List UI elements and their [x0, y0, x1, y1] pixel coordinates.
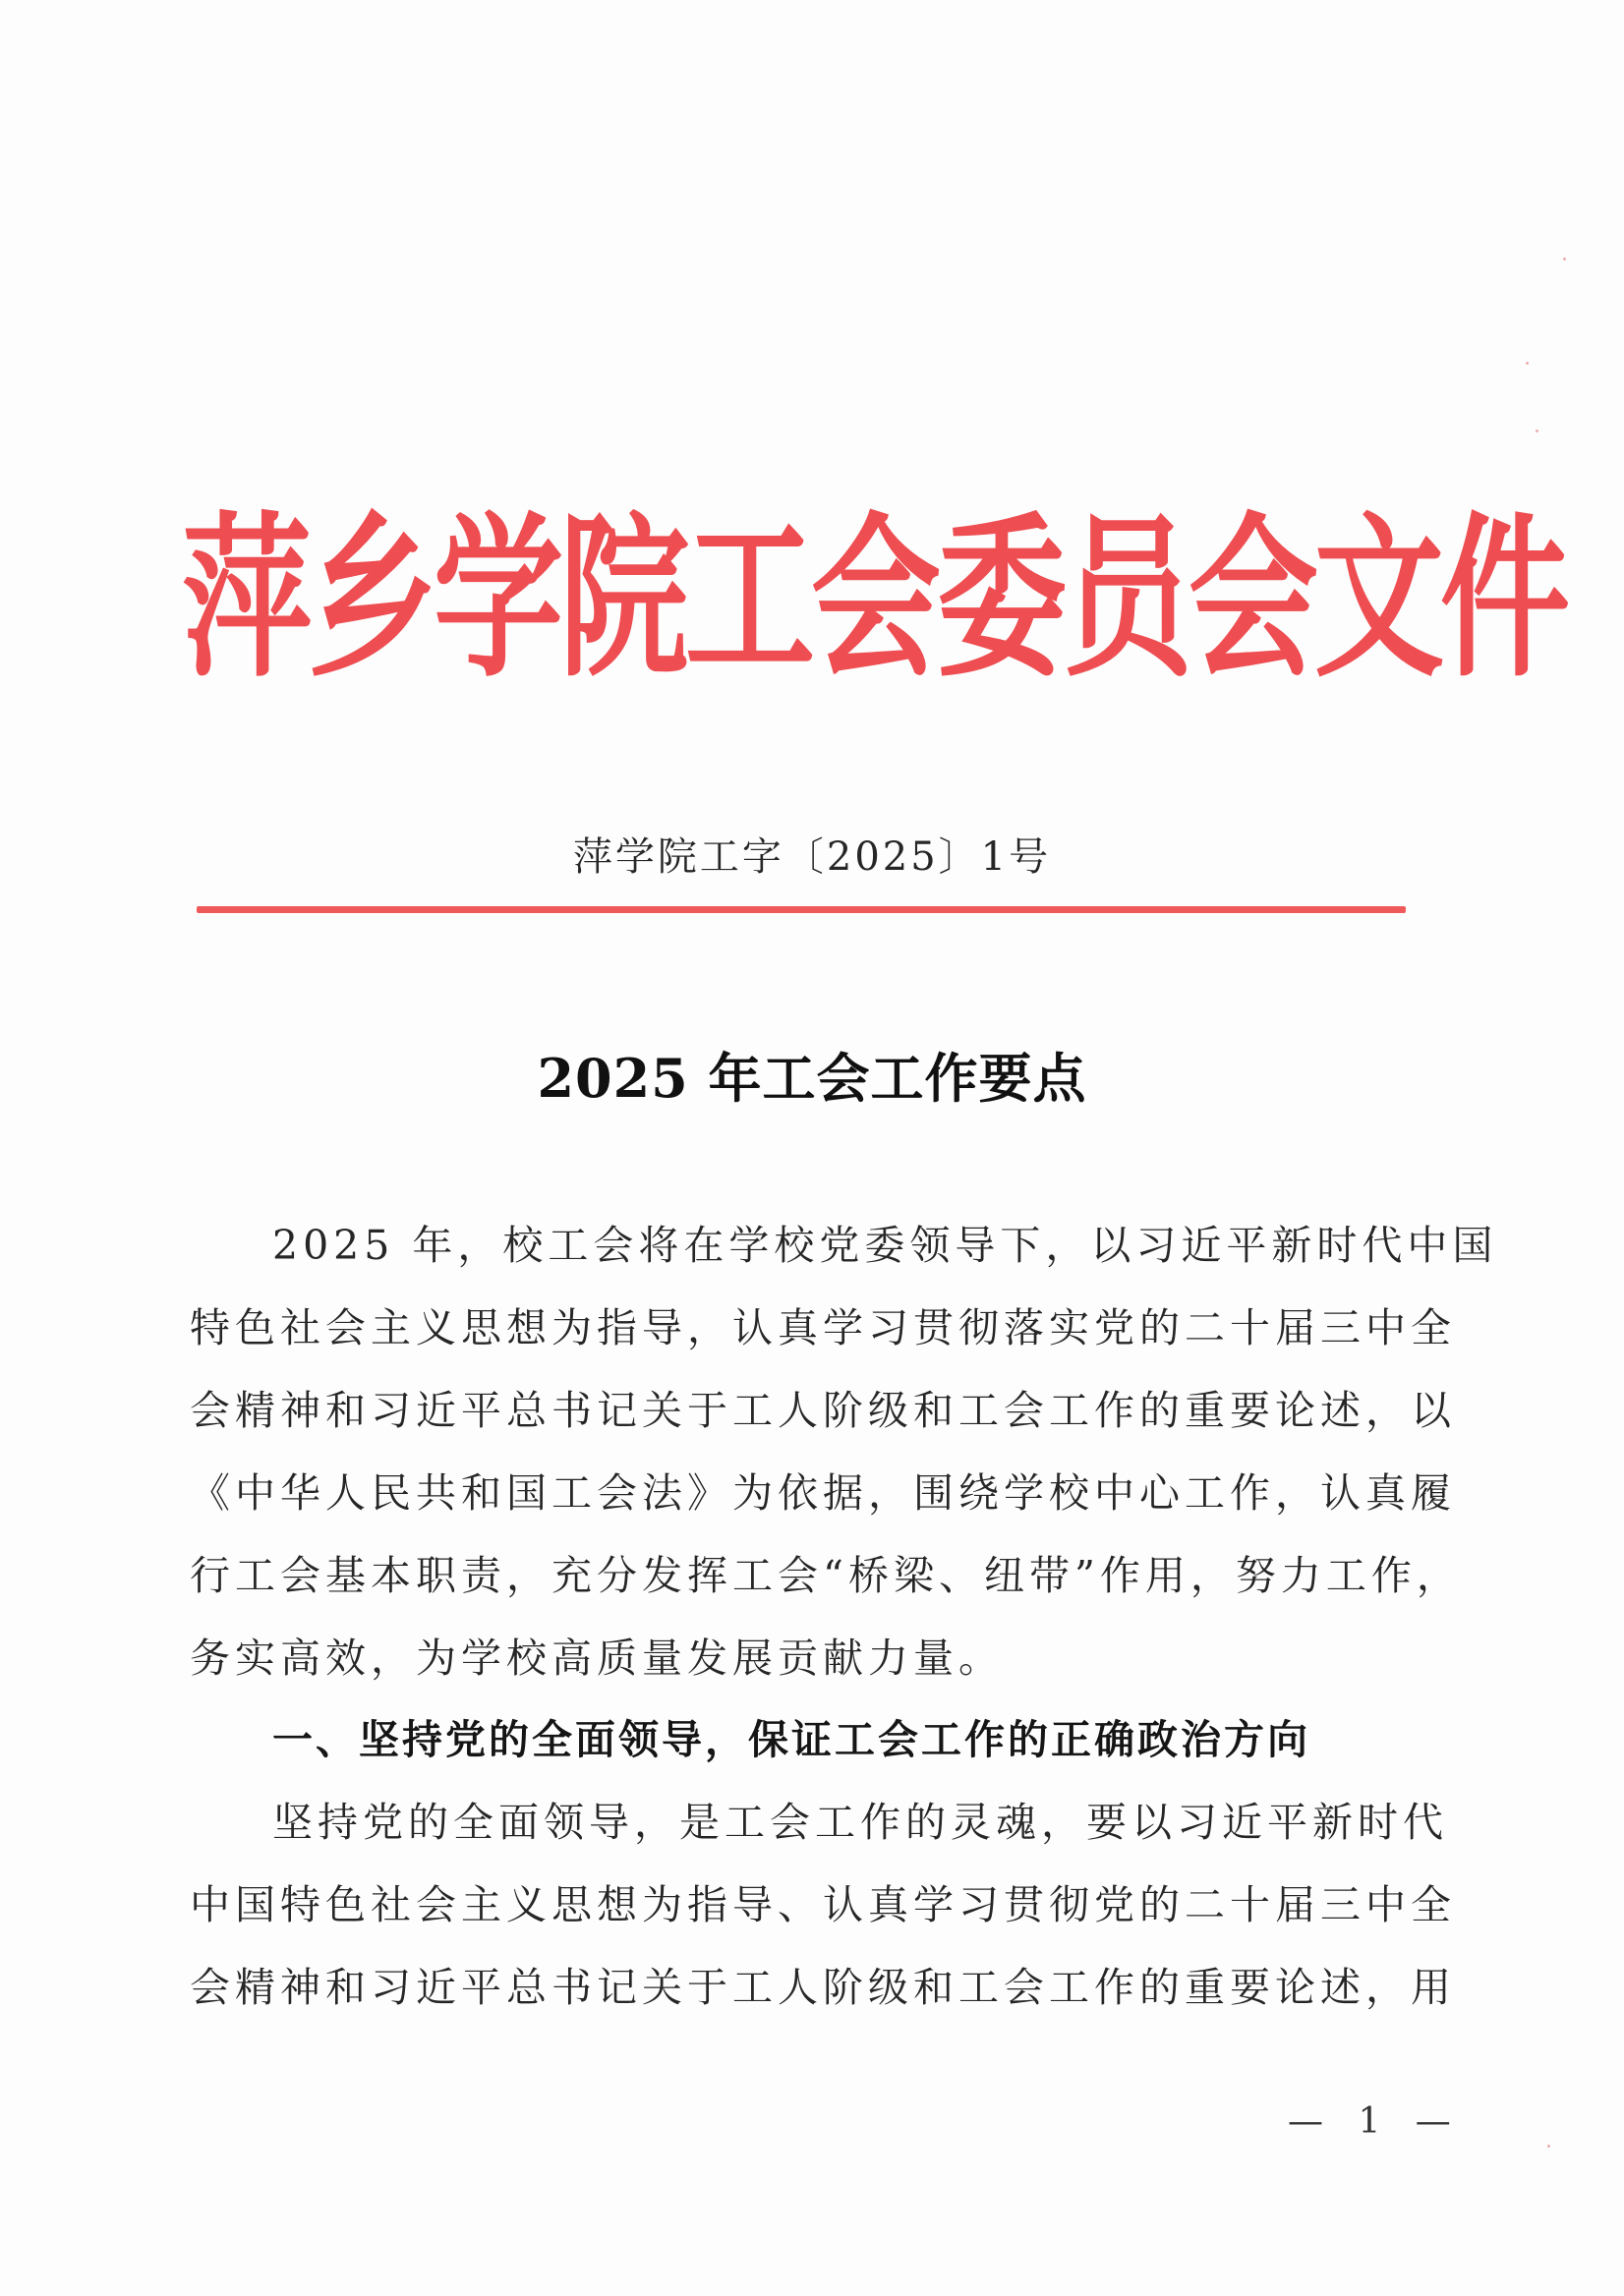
masthead-title: 萍乡学院工会委员会文件: [182, 497, 1566, 702]
scan-speck: [1547, 2145, 1550, 2148]
paragraph-line: 务实高效，为学校高质量发展贡献力量。: [190, 1635, 1004, 1682]
paragraph-line: 中国特色社会主义思想为指导、认真学习贯彻党的二十届三中全: [190, 1881, 1456, 1928]
paragraph-line: 会精神和习近平总书记关于工人阶级和工会工作的重要论述，用: [190, 1964, 1456, 2011]
document-number: 萍学院工字〔2025〕1号: [572, 834, 1052, 880]
section-heading-1: 一、坚持党的全面领导，保证工会工作的正确政治方向: [272, 1716, 1310, 1763]
paragraph-line: 2025 年，校工会将在学校党委领导下，以习近平新时代中国: [272, 1222, 1498, 1269]
paragraph-line: 特色社会主义思想为指导，认真学习贯彻落实党的二十届三中全: [190, 1304, 1456, 1351]
paragraph-line: 会精神和习近平总书记关于工人阶级和工会工作的重要论述，以: [190, 1387, 1456, 1434]
section-1-paragraph: [190, 1781, 1456, 2029]
paragraph-line: 行工会基本职责，充分发挥工会“桥梁、纽带”作用，努力工作，: [190, 1552, 1462, 1599]
intro-paragraph: [190, 1204, 1498, 1699]
paragraph-line: 坚持党的全面领导，是工会工作的灵魂，要以习近平新时代: [272, 1799, 1448, 1846]
page-number: — 1 —: [1288, 2101, 1463, 2142]
scan-speck: [1526, 362, 1529, 365]
red-divider-rule: [197, 906, 1406, 913]
document-title: 2025 年工会工作要点: [537, 1047, 1087, 1110]
scan-speck: [1563, 258, 1566, 260]
scan-speck: [1536, 430, 1538, 432]
paragraph-line: 《中华人民共和国工会法》为依据，围绕学校中心工作，认真履: [190, 1469, 1456, 1517]
